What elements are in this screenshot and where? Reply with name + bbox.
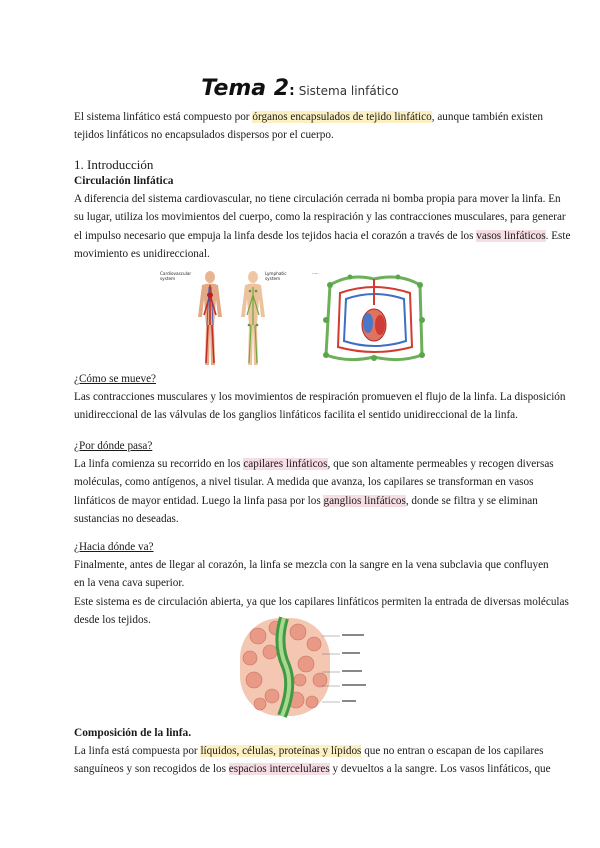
question-hacia: ¿Hacia dónde va? [74, 541, 154, 553]
title-main: Tema 2 [201, 76, 290, 101]
body-figure-lymph [241, 271, 265, 365]
figure-circulation-diagram [310, 265, 438, 367]
section-heading-introduccion: 1. Introducción [74, 157, 154, 172]
label-cardio-line2: system [160, 276, 176, 281]
subheading-circulacion: Circulación linfática [74, 175, 174, 187]
donde-paragraph: La linfa comienza su recorrido en los capilares linfáticos, que son altamente permeables y recogen diversas moléculas, como antígenos, a nivel tisular. A medida que avanza, los capilares se transforman en vasos linfáticos de mayor entidad. Luego la linfa pasa por los ganglios linfáticos, donde se filtra y se eliminan sustancias no deseadas. [74, 458, 554, 525]
highlight-espacios: espacios intercelulares [228, 763, 330, 776]
title-sub: Sistema linfático [298, 84, 399, 98]
highlight-vasos: vasos linfáticos [476, 229, 546, 242]
intro-paragraph: El sistema linfático está compuesto por órganos encapsulados de tejido linfático, aunque también existen tejidos linfáticos no encapsulados dispersos por el cuerpo. [74, 111, 543, 142]
title-colon: : [289, 83, 295, 99]
circulacion-paragraph: A diferencia del sistema cardiovascular, no tiene circulación cerrada ni bomba propia para mover la linfa. En su lugar, utiliza los movimientos del cuerpo, como la respiración y las contracciones musculares, para generar el impulso necesario que empuja la linfa desde los tejidos hacia el corazón a través de los vasos linfáticos. Este movimiento es unidireccional. [74, 193, 571, 260]
question-como: ¿Cómo se mueve? [74, 373, 157, 385]
label-lymph-line1: Lymphatic [265, 271, 287, 276]
highlight-organos: órganos encapsulados de tejido linfático [252, 111, 432, 123]
label-lymph-line2: system [265, 276, 281, 281]
page-title [0, 76, 600, 101]
figure-lymph-capillary [236, 614, 386, 720]
label-cardio-line1: Cardiovascular [160, 271, 192, 276]
hacia-paragraph: Finalmente, antes de llegar al corazón, la linfa se mezcla con la sangre en la vena subclavia que confluyen en la vena cava superior. Este sistema es de circulación abierta, ya que los capilares linfáticos permiten la entrada de diversas moléculas desde los tejidos. [74, 559, 569, 626]
highlight-ganglios: ganglios linfáticos [323, 494, 406, 507]
como-paragraph: Las contracciones musculares y los movimientos de respiración promueven el flujo de la linfa. La disposición unidireccional de las válvulas de los ganglios linfáticos facilita el sentido unidireccional de la linfa. [74, 391, 566, 422]
figure-cardio-lymph-systems [158, 265, 298, 370]
composicion-paragraph: La linfa está compuesta por líquidos, células, proteínas y lípidos que no entran o escapan de los capilares sanguíneos y son recogidos de los espacios intercelulares y devueltos a la sangre. Los vasos linfáticos, que [74, 745, 551, 776]
highlight-componentes: líquidos, células, proteínas y lípidos [200, 745, 362, 757]
subheading-composicion: Composición de la linfa. [74, 727, 192, 739]
question-donde: ¿Por dónde pasa? [74, 440, 153, 452]
diagram-corner-mark: ····· [312, 271, 319, 276]
body-figure-cardio [198, 271, 222, 365]
highlight-capilares: capilares linfáticos [243, 458, 328, 470]
